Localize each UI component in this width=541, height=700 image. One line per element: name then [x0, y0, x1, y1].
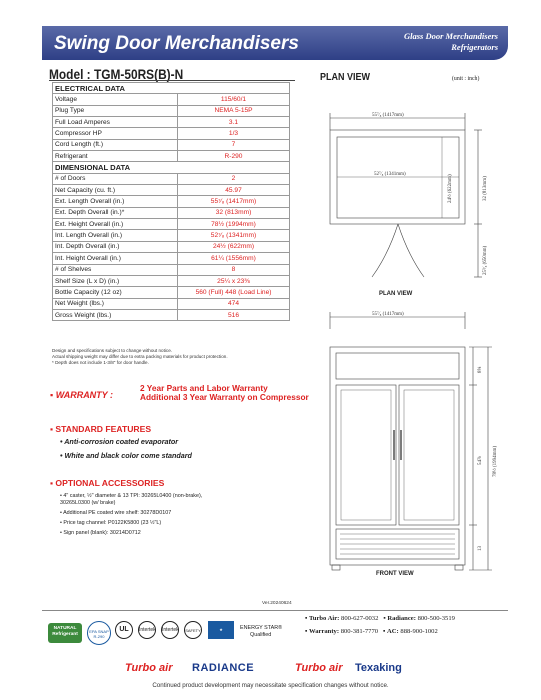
contact-label: Radiance:	[387, 615, 416, 622]
dim-top: 8⅝	[478, 366, 483, 373]
spec-value: 45.97	[178, 185, 290, 196]
contact-label: AC:	[387, 628, 399, 635]
spec-value: 55⁷⁄₈ (1417mm)	[178, 196, 290, 207]
door-swing-left	[372, 224, 398, 277]
spec-value: 25¼ x 23⅜	[178, 275, 290, 286]
front-outline	[330, 347, 465, 565]
spec-section-header	[53, 162, 290, 173]
plan-view-title: PLAN VIEW	[320, 72, 371, 83]
spec-row	[53, 173, 290, 184]
spec-label: Voltage	[53, 94, 178, 105]
spec-row	[53, 94, 290, 105]
accessory-line: 30265L0300 (w/ brake)	[60, 500, 116, 506]
warranty-line-2: Additional 3 Year Warranty on Compressor	[140, 392, 309, 402]
spec-section-header	[53, 83, 290, 94]
spec-label: Refrigerant	[53, 151, 178, 162]
contact-row-2: ▪ Warranty: 800-381-7770 ▪ AC: 888-900-1002	[305, 628, 438, 635]
spec-label: Ext. Length Overall (in.)	[53, 196, 178, 207]
spec-value: 32 (813mm)	[178, 207, 290, 218]
spec-label: Full Load Amperes	[53, 117, 178, 128]
model-divider	[49, 80, 295, 81]
spec-label: Int. Height Overall (in.)	[53, 253, 178, 264]
spec-label: # of Doors	[53, 173, 178, 184]
dim-plan-inner: 52⁷⁄₈ (1341mm)	[374, 172, 406, 177]
spec-value: 24½ (622mm)	[178, 241, 290, 252]
spec-label: Ext. Height Overall (in.)	[53, 219, 178, 230]
header-subtitle	[404, 31, 498, 53]
accessory-line: • Price tag channel: P0122K5800 (23 ½"L)	[60, 520, 162, 526]
spec-label: Gross Weight (lbs.)	[53, 309, 178, 320]
dim-bottom: 13	[478, 546, 483, 551]
dim-plan-depth: 32 (813mm)	[483, 176, 488, 201]
safety-logo: SAFETY	[184, 621, 202, 639]
spec-value: 1/3	[178, 128, 290, 139]
dim-door-swing: 25⁵⁄₈ (650mm)	[483, 245, 488, 275]
feature-item: • White and black color come standard	[60, 451, 192, 460]
ul-logo: UL	[115, 621, 133, 639]
accessories-title: ▪ OPTIONAL ACCESSORIES	[50, 478, 165, 488]
spec-value: 560 (Full) 448 (Load Line)	[178, 287, 290, 298]
spec-value: 2	[178, 173, 290, 184]
dim-height: 78½ (1994mm)	[493, 445, 498, 477]
spec-row	[53, 185, 290, 196]
brand-radiance: RADIANCE	[192, 662, 255, 674]
header-banner	[42, 26, 508, 60]
spec-row	[53, 275, 290, 286]
glass-door-right	[399, 385, 459, 525]
cert-logos	[48, 617, 298, 653]
spec-label: Int. Depth Overall (in.)	[53, 241, 178, 252]
door-swing-right	[398, 224, 424, 277]
spec-value: 52⁷⁄₈ (1341mm)	[178, 230, 290, 241]
spec-row	[53, 264, 290, 275]
spec-label: Ext. Depth Overall (in.)*	[53, 207, 178, 218]
spec-value: 78½ (1994mm)	[178, 219, 290, 230]
front-view-caption: FRONT VIEW	[376, 571, 414, 577]
spec-label: Int. Length Overall (in.)	[53, 230, 178, 241]
spec-label: Shelf Size (L x D) (in.)	[53, 275, 178, 286]
contact-phone: 800-381-7770	[340, 628, 379, 635]
spec-row	[53, 309, 290, 320]
spec-row	[53, 207, 290, 218]
spec-table	[52, 82, 290, 321]
contact-row-1: ▪ Turbo Air: 800-627-0032 ▪ Radiance: 800-500-3519	[305, 615, 455, 622]
page-title: Swing Door Merchandisers	[54, 33, 299, 54]
spec-notes	[52, 348, 228, 366]
spec-row	[53, 298, 290, 309]
spec-label: Plug Type	[53, 105, 178, 116]
energy-star-logo: ★	[208, 621, 234, 639]
etl-logo-2: Intertek	[161, 621, 179, 639]
spec-value: 3.1	[178, 117, 290, 128]
contact-phone: 800-500-3519	[417, 615, 455, 622]
accessory-line: • 4" caster, ½" diameter & 13 TPI: 30265L0400 (non-brake),	[60, 493, 203, 499]
features-title: ▪ STANDARD FEATURES	[50, 424, 152, 434]
model-number: Model : TGM-50RS(B)-N	[49, 66, 184, 82]
spec-section-title: ELECTRICAL DATA	[53, 83, 290, 94]
spec-row	[53, 196, 290, 207]
energy-star-label: ENERGY STAR®	[240, 625, 283, 631]
technical-drawing	[300, 85, 510, 585]
contact-label: Warranty:	[309, 628, 340, 635]
accessory-item	[60, 493, 202, 537]
dim-door: 54⅞	[478, 456, 483, 465]
spec-value: 115/60/1	[178, 94, 290, 105]
spec-label: Compressor HP	[53, 128, 178, 139]
note-1: Design and specifications subject to change without notice.	[52, 348, 173, 353]
brand-turbo-air-1: Turbo air	[125, 662, 173, 674]
feature-item: • Anti-corrosion coated evaporator	[60, 437, 179, 446]
etl-logo-1: Intertek	[138, 621, 156, 639]
spec-row	[53, 128, 290, 139]
contact-block	[305, 612, 455, 638]
glass-door-left	[336, 385, 396, 525]
spec-value: R-290	[178, 151, 290, 162]
spec-value: 7	[178, 139, 290, 150]
spec-label: # of Shelves	[53, 264, 178, 275]
contact-phone: 888-900-1002	[400, 628, 438, 635]
spec-label: Cord Length (ft.)	[53, 139, 178, 150]
unit-label: (unit : inch)	[452, 76, 480, 82]
spec-row	[53, 105, 290, 116]
spec-label: Net Weight (lbs.)	[53, 298, 178, 309]
dim-plan-width: 55⁷⁄₈ (1417mm)	[372, 113, 404, 118]
spec-label: Net Capacity (cu. ft.)	[53, 185, 178, 196]
accessory-line: • Additional PE coated wire shelf: 30278D0107	[60, 510, 172, 516]
warranty-label: ▪ WARRANTY :	[50, 390, 114, 400]
spec-value: 61¼ (1556mm)	[178, 253, 290, 264]
spec-row	[53, 253, 290, 264]
spec-row	[53, 241, 290, 252]
version-label: Ver.20240624	[262, 601, 292, 606]
brand-turbo-air-2: Turbo air	[295, 662, 343, 674]
epa-snap-logo: EPA SNAP R-290	[87, 621, 111, 645]
spec-row	[53, 230, 290, 241]
accessory-line: • Sign panel (blank): 30214D0712	[60, 530, 141, 536]
warranty-line-1: 2 Year Parts and Labor Warranty	[140, 383, 268, 393]
spec-row	[53, 151, 290, 162]
spec-value: NEMA 5-15P	[178, 105, 290, 116]
dim-front-width: 55⁷⁄₈ (1417mm)	[372, 312, 404, 317]
spec-row	[53, 117, 290, 128]
energy-star-qualified: Qualified	[250, 632, 272, 638]
note-3: * Depth does not include 1-3/8" for door handle.	[52, 360, 149, 365]
plan-view-caption: PLAN VIEW	[379, 291, 413, 297]
footer-divider	[42, 610, 508, 611]
spec-label: Bottle Capacity (12 oz)	[53, 287, 178, 298]
disclaimer: Continued product development may necessitate specification changes without notice.	[152, 682, 389, 689]
spec-value: 474	[178, 298, 290, 309]
natural-refrigerant-logo: NATURAL Refrigerant	[48, 623, 82, 643]
warranty-text	[140, 384, 309, 402]
subtitle-line-1: Glass Door Merchandisers	[404, 31, 498, 41]
spec-value: 8	[178, 264, 290, 275]
subtitle-line-2: Refrigerators	[451, 42, 498, 52]
brand-texaking: Texaking	[355, 662, 402, 674]
spec-row	[53, 219, 290, 230]
contact-phone: 800-627-0032	[341, 615, 379, 622]
spec-section-title: DIMENSIONAL DATA	[53, 162, 290, 173]
contact-label: Turbo Air:	[309, 615, 340, 622]
note-2: Actual shipping weight may differ due to extra packing materials for product protection.	[52, 354, 228, 359]
dim-plan-depth-in: 24½ (622mm)	[448, 174, 453, 203]
spec-row	[53, 287, 290, 298]
spec-row	[53, 139, 290, 150]
spec-value: 516	[178, 309, 290, 320]
energy-star-text	[240, 625, 282, 639]
